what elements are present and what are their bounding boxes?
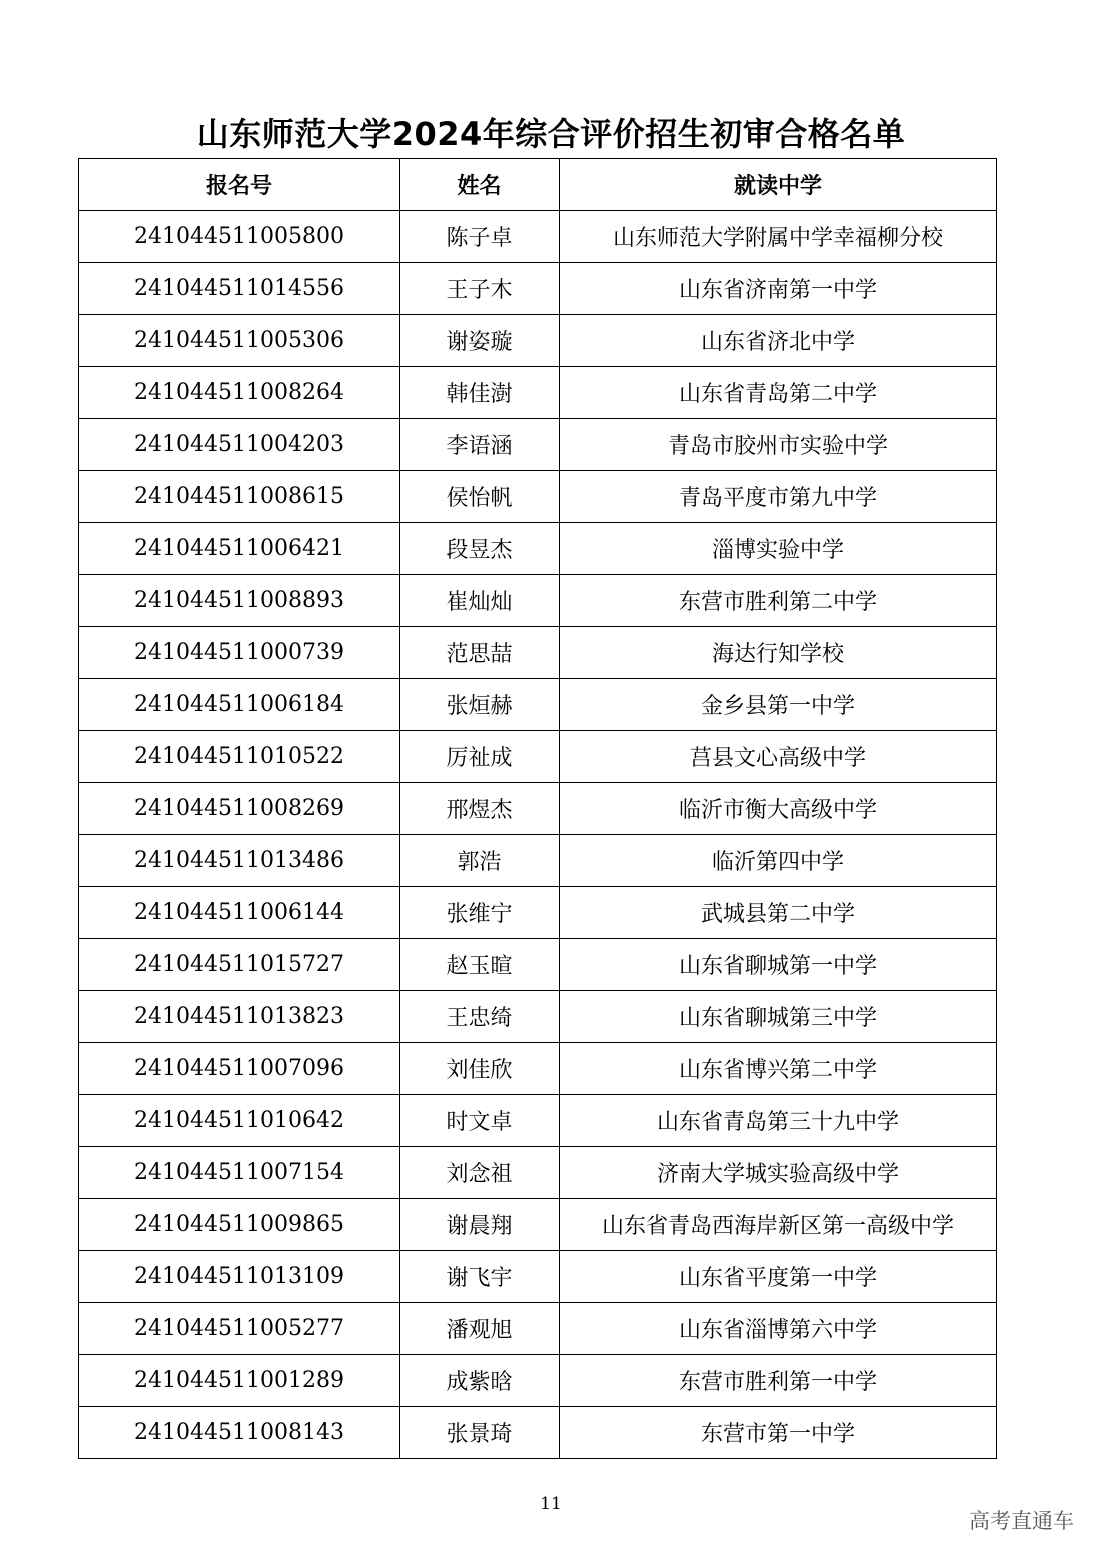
table-row bbox=[79, 1355, 997, 1407]
cell-registration-number: 241044511008269 bbox=[79, 783, 400, 835]
table-row bbox=[79, 1147, 997, 1199]
cell-school-name: 山东省平度第一中学 bbox=[560, 1251, 997, 1303]
cell-school-name: 山东省青岛第三十九中学 bbox=[560, 1095, 997, 1147]
cell-student-name: 刘佳欣 bbox=[400, 1043, 560, 1095]
table-row bbox=[79, 1043, 997, 1095]
cell-student-name: 侯怡帆 bbox=[400, 471, 560, 523]
table-row bbox=[79, 783, 997, 835]
table-row bbox=[79, 211, 997, 263]
table-row bbox=[79, 315, 997, 367]
cell-student-name: 成紫晗 bbox=[400, 1355, 560, 1407]
cell-registration-number: 241044511008264 bbox=[79, 367, 400, 419]
table-row bbox=[79, 367, 997, 419]
cell-student-name: 谢飞宇 bbox=[400, 1251, 560, 1303]
cell-registration-number: 241044511007096 bbox=[79, 1043, 400, 1095]
cell-student-name: 崔灿灿 bbox=[400, 575, 560, 627]
cell-registration-number: 241044511000739 bbox=[79, 627, 400, 679]
cell-school-name: 临沂第四中学 bbox=[560, 835, 997, 887]
cell-registration-number: 241044511006144 bbox=[79, 887, 400, 939]
cell-school-name: 东营市第一中学 bbox=[560, 1407, 997, 1459]
cell-student-name: 赵玉暄 bbox=[400, 939, 560, 991]
cell-registration-number: 241044511007154 bbox=[79, 1147, 400, 1199]
cell-school-name: 青岛市胶州市实验中学 bbox=[560, 419, 997, 471]
cell-school-name: 青岛平度市第九中学 bbox=[560, 471, 997, 523]
cell-school-name: 山东省聊城第三中学 bbox=[560, 991, 997, 1043]
table-row bbox=[79, 835, 997, 887]
cell-school-name: 济南大学城实验高级中学 bbox=[560, 1147, 997, 1199]
cell-registration-number: 241044511013486 bbox=[79, 835, 400, 887]
cell-student-name: 韩佳澍 bbox=[400, 367, 560, 419]
cell-student-name: 潘观旭 bbox=[400, 1303, 560, 1355]
cell-student-name: 李语涵 bbox=[400, 419, 560, 471]
cell-student-name: 谢姿璇 bbox=[400, 315, 560, 367]
table-row bbox=[79, 991, 997, 1043]
cell-registration-number: 241044511008615 bbox=[79, 471, 400, 523]
cell-registration-number: 241044511005277 bbox=[79, 1303, 400, 1355]
cell-school-name: 莒县文心高级中学 bbox=[560, 731, 997, 783]
cell-student-name: 张维宁 bbox=[400, 887, 560, 939]
table-row bbox=[79, 523, 997, 575]
header-school: 就读中学 bbox=[560, 159, 997, 211]
table-row bbox=[79, 575, 997, 627]
watermark-label: 高考直通车 bbox=[969, 1509, 1074, 1533]
cell-registration-number: 241044511010642 bbox=[79, 1095, 400, 1147]
table-row bbox=[79, 679, 997, 731]
cell-registration-number: 241044511008143 bbox=[79, 1407, 400, 1459]
cell-school-name: 武城县第二中学 bbox=[560, 887, 997, 939]
cell-registration-number: 241044511010522 bbox=[79, 731, 400, 783]
table-header-row bbox=[79, 159, 997, 211]
cell-student-name: 刘念祖 bbox=[400, 1147, 560, 1199]
cell-student-name: 段昱杰 bbox=[400, 523, 560, 575]
table-row bbox=[79, 1199, 997, 1251]
table-row bbox=[79, 887, 997, 939]
cell-registration-number: 241044511001289 bbox=[79, 1355, 400, 1407]
table-row bbox=[79, 419, 997, 471]
cell-school-name: 金乡县第一中学 bbox=[560, 679, 997, 731]
cell-school-name: 山东省青岛西海岸新区第一高级中学 bbox=[560, 1199, 997, 1251]
table-row bbox=[79, 263, 997, 315]
cell-registration-number: 241044511006184 bbox=[79, 679, 400, 731]
cell-school-name: 山东省济南第一中学 bbox=[560, 263, 997, 315]
table-row bbox=[79, 1407, 997, 1459]
cell-student-name: 厉祉成 bbox=[400, 731, 560, 783]
cell-student-name: 时文卓 bbox=[400, 1095, 560, 1147]
cell-registration-number: 241044511014556 bbox=[79, 263, 400, 315]
cell-registration-number: 241044511005306 bbox=[79, 315, 400, 367]
admission-list-table bbox=[78, 158, 997, 1459]
table-row bbox=[79, 731, 997, 783]
cell-student-name: 邢煜杰 bbox=[400, 783, 560, 835]
table-row bbox=[79, 939, 997, 991]
cell-school-name: 东营市胜利第一中学 bbox=[560, 1355, 997, 1407]
cell-school-name: 海达行知学校 bbox=[560, 627, 997, 679]
cell-registration-number: 241044511015727 bbox=[79, 939, 400, 991]
cell-student-name: 王子木 bbox=[400, 263, 560, 315]
cell-student-name: 谢晨翔 bbox=[400, 1199, 560, 1251]
table-row bbox=[79, 1095, 997, 1147]
cell-registration-number: 241044511005800 bbox=[79, 211, 400, 263]
cell-school-name: 临沂市衡大高级中学 bbox=[560, 783, 997, 835]
table-row bbox=[79, 471, 997, 523]
cell-registration-number: 241044511013109 bbox=[79, 1251, 400, 1303]
cell-student-name: 张景琦 bbox=[400, 1407, 560, 1459]
cell-school-name: 山东省青岛第二中学 bbox=[560, 367, 997, 419]
cell-student-name: 王忠绮 bbox=[400, 991, 560, 1043]
table-row bbox=[79, 1251, 997, 1303]
table-row bbox=[79, 1303, 997, 1355]
cell-school-name: 山东省聊城第一中学 bbox=[560, 939, 997, 991]
cell-student-name: 陈子卓 bbox=[400, 211, 560, 263]
document-title: 山东师范大学2024年综合评价招生初审合格名单 bbox=[196, 115, 906, 153]
cell-school-name: 山东省淄博第六中学 bbox=[560, 1303, 997, 1355]
cell-student-name: 张烜赫 bbox=[400, 679, 560, 731]
cell-school-name: 山东师范大学附属中学幸福柳分校 bbox=[560, 211, 997, 263]
cell-registration-number: 241044511009865 bbox=[79, 1199, 400, 1251]
cell-registration-number: 241044511006421 bbox=[79, 523, 400, 575]
cell-school-name: 淄博实验中学 bbox=[560, 523, 997, 575]
cell-school-name: 山东省济北中学 bbox=[560, 315, 997, 367]
cell-student-name: 郭浩 bbox=[400, 835, 560, 887]
header-registration-number: 报名号 bbox=[79, 159, 400, 211]
table-row bbox=[79, 627, 997, 679]
cell-school-name: 东营市胜利第二中学 bbox=[560, 575, 997, 627]
cell-registration-number: 241044511013823 bbox=[79, 991, 400, 1043]
cell-registration-number: 241044511004203 bbox=[79, 419, 400, 471]
cell-school-name: 山东省博兴第二中学 bbox=[560, 1043, 997, 1095]
cell-student-name: 范思喆 bbox=[400, 627, 560, 679]
cell-registration-number: 241044511008893 bbox=[79, 575, 400, 627]
table-body bbox=[79, 211, 997, 1459]
header-name: 姓名 bbox=[400, 159, 560, 211]
page-number: 11 bbox=[540, 1494, 562, 1514]
